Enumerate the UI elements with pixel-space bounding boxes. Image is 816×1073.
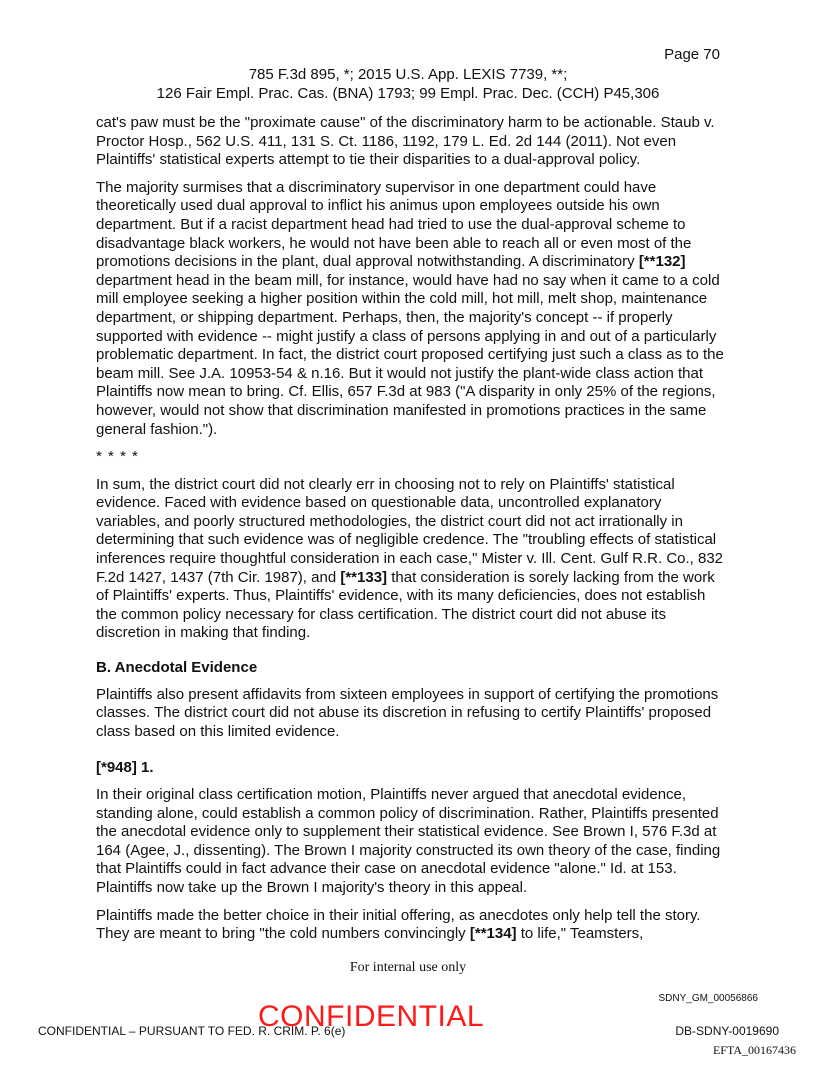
bates-number-top: SDNY_GM_00056866: [658, 993, 758, 1004]
paragraph: [96, 179, 724, 439]
paragraph-text: that consideration is sorely lacking from the work of Plaintiffs' experts. Thus, Plaintiffs' evidence, with its many deficiencies, does not establish the common policy necessary for class certification. The district court did not abuse its discretion in making that finding.: [96, 568, 715, 642]
paragraph: cat's paw must be the "proximate cause" of the discriminatory harm to be actionable. Staub v. Proctor Hosp., 562 U.S. 411, 131 S. Ct. 1186, 1192, 179 L. Ed. 2d 144 (2011). Not even Plaintiffs' statistical experts attempt to tie their disparities to a dual-approval policy.: [96, 114, 715, 169]
paragraph-text: Plaintiffs made the better choice in their initial offering, as anecdotes only help tell the story. They are meant to bring "the cold numbers convincingly: [96, 906, 701, 943]
paragraph-text: In sum, the district court did not clearly err in choosing not to rely on Plaintiffs' statistical evidence. Faced with evidence based on questionable data, uncontrolled explanatory variables, and poorly structured methodologies, the district court did not act irrationally in determining that such evidence was of negligible credence. The "troubling effects of statistical inferences require thoughtful consideration in each case," Mister v. Ill. Cent. Gulf R.R. Co., 832 F.2d 1427, 1437 (7th Cir. 1987), and: [96, 475, 724, 586]
star-page-marker: [**132]: [638, 253, 686, 271]
internal-use-notice: For internal use only: [349, 960, 467, 975]
paragraph-text: The majority surmises that a discriminatory supervisor in one department could have theoretically used dual approval to inflict his animus upon employees outside his own department. But if a racist department head had tried to use the dual-approval scheme to disadvantage black workers, he would not have been able to reach all or even most of the promotions decisions in the plant, dual approval notwithstanding. A discriminatory: [96, 178, 692, 271]
confidential-stamp: CONFIDENTIAL: [258, 1000, 485, 1033]
bates-number-bottom: DB-SDNY-0019690: [675, 1024, 779, 1038]
citation-line-2: 126 Fair Empl. Prac. Cas. (BNA) 1793; 99 Empl. Prac. Dec. (CCH) P45,306: [156, 85, 660, 102]
star-page-marker: [**133]: [340, 568, 388, 586]
section-heading: B. Anecdotal Evidence: [96, 659, 258, 677]
paragraph: In their original class certification motion, Plaintiffs never argued that anecdotal evidence, standing alone, could establish a common policy of discrimination. Rather, Plaintiffs presented the anecdotal evidence only to supplement their statistical evidence. See Brown I, 576 F.3d at 164 (Agee, J., dissenting). The Brown I majority constructed its own theory of the case, finding that Plaintiffs could in fact advance their case on anecdotal evidence "alone." Id. at 153. Plaintiffs now take up the Brown I majority's theory in this appeal.: [96, 786, 721, 896]
star-page-marker: [**134]: [469, 925, 517, 943]
paragraph: [96, 907, 724, 944]
subsection-heading: [*948] 1.: [96, 759, 154, 777]
opinion-body: [96, 114, 724, 953]
paragraph: [96, 476, 724, 643]
paragraph: Plaintiffs also present affidavits from sixteen employees in support of certifying the promotions classes. The district court did not abuse its discretion in refusing to certify Plaintiffs' proposed class based on this limited evidence.: [96, 685, 719, 740]
paragraph-text: to life," Teamsters,: [516, 925, 644, 943]
paragraph-text: department head in the beam mill, for instance, would have had no say when it came to a cold mill employee seeking a higher position within the cold mill, hot mill, melt shop, maintenance department, or shipping department. Perhaps, then, the majority's concept -- if properly supported with evidence -- might justify a class of persons applying in and out of a particularly problematic department. In fact, the district court proposed certifying just such a class as to the beam mill. See J.A. 10953-54 & n.16. But it would not justify the plant-wide class action that Plaintiffs now mean to bring. Cf. Ellis, 657 F.3d at 983 ("A disparity in only 25% of the regions, however, would not show that discrimination manifested in promotions practices in the same general fashion.").: [96, 271, 724, 438]
citation-line-1: 785 F.3d 895, *; 2015 U.S. App. LEXIS 7739, **;: [248, 66, 568, 83]
section-break: * * * *: [96, 448, 139, 466]
page-number: Page 70: [664, 46, 720, 63]
confidentiality-footer: CONFIDENTIAL – PURSUANT TO FED. R. CRIM. P. 6(e): [38, 1024, 346, 1038]
efta-number: EFTA_00167436: [712, 1043, 796, 1057]
